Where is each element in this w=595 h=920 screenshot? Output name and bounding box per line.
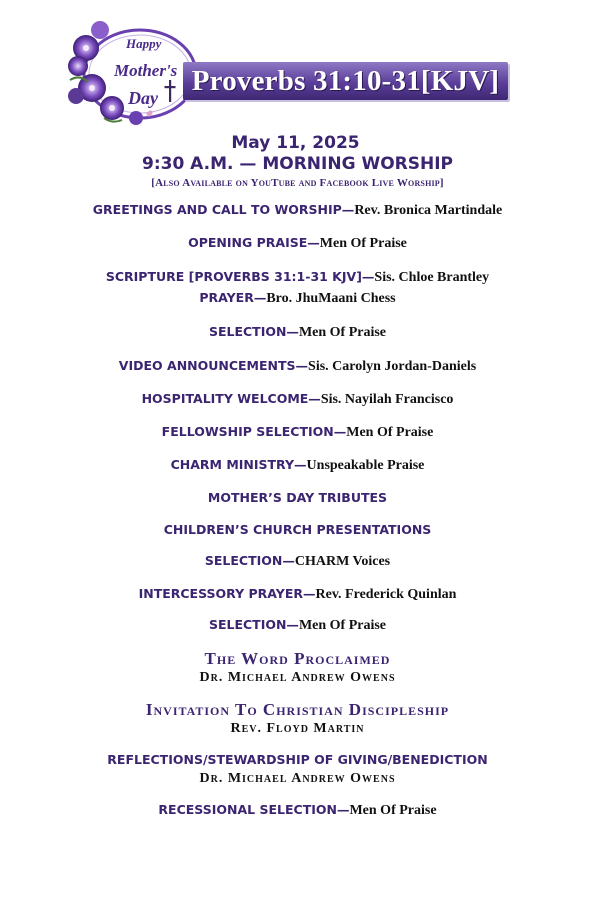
program-item-charm-ministry: CHARM MINISTRY—Unspeakable Praise [170,457,425,473]
service-time: 9:30 A.M. — MORNING WORSHIP [141,154,453,174]
program-item-scripture: SCRIPTURE [PROVERBS 31:1-31 KJV]—Sis. Chloe Brantley [105,269,490,285]
cross-icon [165,80,176,102]
program-item-intercessory-prayer: INTERCESSORY PRAYER—Rev. Frederick Quinlan [138,586,457,602]
program-item-mothers-day-tributes: MOTHER’S DAY TRIBUTES [207,490,388,505]
program-item-selection-2: SELECTION—Men Of Praise [208,617,387,633]
logo-day: Day [128,88,158,108]
program-item-greetings: GREETINGS AND CALL TO WORSHIP—Rev. Bronica Martindale [92,202,503,218]
program-item-prayer: PRAYER—Bro. JhuMaani Chess [199,290,396,306]
reflections-heading: REFLECTIONS/STEWARDSHIP OF GIVING/BENEDICTION [107,752,488,767]
word-proclaimed-title: The Word Proclaimed [204,649,391,668]
logo-happy: Happy [126,36,162,51]
program [0,133,595,820]
banner-title: Proverbs 31:10-31[KJV] [191,65,500,97]
program-item-hospitality: HOSPITALITY WELCOME—Sis. Nayilah Francisco [141,391,454,407]
livestream-note: [Also Available on YouTube and Facebook Live Worship] [151,177,444,189]
program-item-selection: SELECTION—Men Of Praise [208,324,387,340]
invitation-speaker: Rev. Floyd Martin [230,721,365,736]
reflections-speaker: Dr. Michael Andrew Owens [199,771,396,786]
program-item-opening-praise: OPENING PRAISE—Men Of Praise [188,235,407,251]
program-item-fellowship-selection: FELLOWSHIP SELECTION—Men Of Praise [161,424,434,440]
program-item-childrens-church: CHILDREN’S CHURCH PRESENTATIONS [163,522,432,537]
header [0,0,595,130]
invitation-title: Invitation To Christian Discipleship [145,700,450,719]
program-item-video-announcements: VIDEO ANNOUNCEMENTS—Sis. Carolyn Jordan-Daniels [118,358,477,374]
program-item-recessional: RECESSIONAL SELECTION—Men Of Praise [158,802,437,818]
program-item-charm-voices: SELECTION—CHARM Voices [204,553,391,569]
word-proclaimed-speaker: Dr. Michael Andrew Owens [199,670,396,685]
title-banner [183,62,508,100]
service-date: May 11, 2025 [231,133,360,153]
logo-mothers: Mother's [114,61,178,80]
